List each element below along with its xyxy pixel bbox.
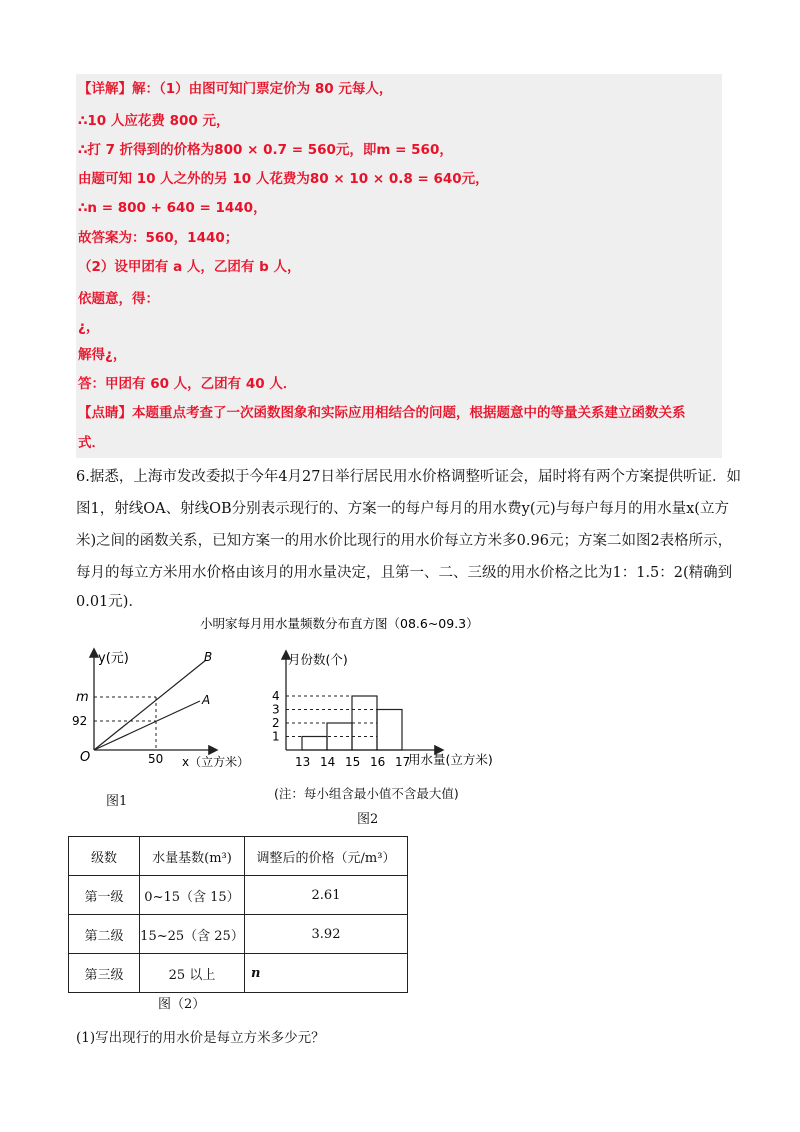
hist-xlabel: 用水量(立方米) [408, 752, 493, 767]
fig1-50-label: 50 [148, 752, 164, 766]
solution-line-12: 【点睛】本题重点考查了一次函数图象和实际应用相结合的问题，根据题意中的等量关系建立函数关系 [78, 405, 686, 421]
solution-line-3: ∴打 7 折得到的价格为800 × 0.7 = 560元，即m = 560， [78, 142, 453, 158]
solution-line-13: 式． [78, 435, 105, 451]
table-header-cell: 调整后的价格（元/m³） [245, 837, 408, 876]
problem-line-2: 图1，射线OA、射线OB分别表示现行的、方案一的每户每月的用水费y(元)与每户每月的用水量x(立方 [76, 501, 729, 517]
solution-line-1: 【详解】解：（1）由图可知门票定价为 80 元每人， [78, 81, 393, 97]
solution-line-10: 解得¿， [78, 347, 127, 363]
solution-line-6: 故答案为：560，1440； [78, 230, 239, 246]
x-tick-label: 15 [345, 755, 361, 769]
fig1-label-a: A [202, 693, 211, 707]
solution-line-2: ∴10 人应花费 800 元， [78, 113, 230, 129]
hist-ylabel: 月份数(个) [288, 652, 348, 667]
table-cell: 第一级 [69, 876, 140, 915]
water-price-table [68, 836, 408, 993]
solution-line-9: ¿， [78, 319, 100, 335]
table-header-cell: 级数 [69, 837, 140, 876]
ray-oa [94, 701, 200, 750]
fig1-92-label: 92 [72, 714, 88, 728]
fig1-ylabel: y(元) [98, 651, 129, 666]
table-cell: 第二级 [69, 915, 140, 954]
table-cell: 0~15（含 15） [140, 876, 245, 915]
hist-ticks [272, 689, 410, 769]
table-cell: 15~25（含 25） [140, 915, 245, 954]
histogram-note: (注：每小组含最小值不含最大值) [274, 786, 459, 801]
problem-line-1: 6.据悉，上海市发改委拟于今年4月27日举行居民用水价格调整听证会，届时将有两个方案提供听证．如 [76, 469, 742, 485]
y-tick-label: 3 [272, 702, 280, 717]
table-caption: 图（2） [158, 997, 206, 1012]
fig1-caption: 图1 [106, 794, 128, 809]
x-tick-label: 13 [295, 755, 311, 769]
solution-line-4: 由题可知 10 人之外的另 10 人花费为80 × 10 × 0.8 = 640元， [78, 171, 489, 187]
ray-ob [94, 660, 206, 750]
problem-line-4: 每月的每立方米用水价格由该月的用水量决定，且第一、二、三级的用水价格之比为1：1.5：2(精确到 [76, 565, 733, 581]
y-tick-label: 1 [272, 729, 280, 744]
table-cell: n [245, 954, 408, 993]
fig1-origin: O [80, 750, 91, 765]
question-1: (1)写出现行的用水价是每立方米多少元？ [76, 1030, 325, 1046]
table-row [69, 876, 408, 915]
table-cell: 25 以上 [140, 954, 245, 993]
histogram-title: 小明家每月用水量频数分布直方图（08.6~09.3） [200, 616, 479, 631]
solution-line-7: （2）设甲团有 a 人，乙团有 b 人， [78, 259, 301, 275]
table-cell: 3.92 [245, 915, 408, 954]
fig2-caption: 图2 [357, 812, 379, 827]
table-row [69, 915, 408, 954]
y-tick-label: 4 [272, 689, 280, 703]
fig1-label-b: B [204, 650, 213, 664]
fig1-m-label: m [76, 690, 89, 705]
table-cell: 2.61 [245, 876, 408, 915]
histogram-bar [302, 737, 327, 751]
fig1-xlabel: x（立方米） [182, 755, 250, 769]
problem-line-3: 米)之间的函数关系，已知方案一的用水价比现行的用水价每立方米多0.96元；方案二如图2表格所示， [76, 533, 733, 549]
table-row [69, 954, 408, 993]
solution-line-5: ∴n = 800 + 640 = 1440， [78, 200, 267, 216]
table-cell: 第三级 [69, 954, 140, 993]
x-tick-label: 17 [395, 755, 411, 769]
y-tick-label: 2 [272, 716, 280, 730]
solution-line-8: 依题意，得： [78, 291, 159, 307]
table-header-cell: 水量基数(m³) [140, 837, 245, 876]
histogram-bar [377, 710, 402, 751]
solution-line-11: 答：甲团有 60 人，乙团有 40 人． [78, 376, 297, 392]
x-tick-label: 14 [320, 755, 336, 769]
problem-line-5: 0.01元)． [76, 594, 143, 610]
x-tick-label: 16 [370, 755, 386, 769]
